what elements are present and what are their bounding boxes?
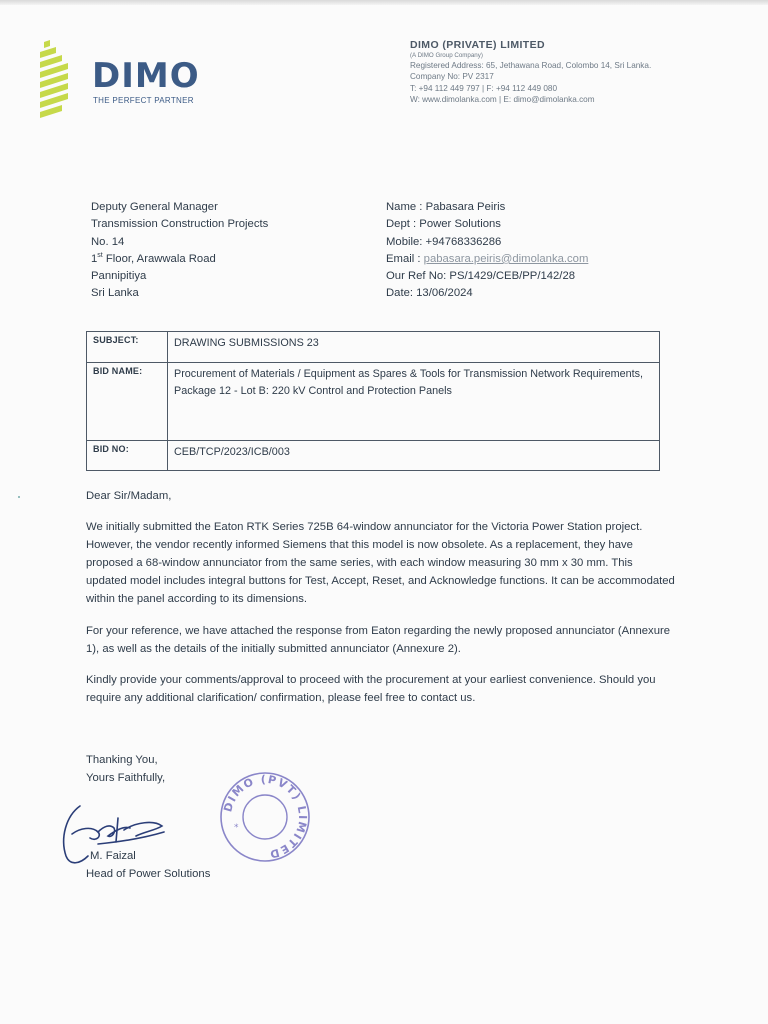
subject-value: DRAWING SUBMISSIONS 23 [168,332,660,363]
sender-email-label: Email : [386,252,424,265]
sender-details [386,199,588,303]
table-row [87,363,660,441]
sender-dept-label: Dept : [386,218,420,231]
page-top-edge [0,0,768,5]
bid-no-label: BID NO: [87,441,168,471]
logo-tagline: THE PERFECT PARTNER [93,96,194,105]
recipient-country: Sri Lanka [91,287,139,300]
paragraph: Kindly provide your comments/approval to proceed with the procurement at your earliest convenience. Should you require any additional clarification/ confirmation, please feel free to contact us. [86,673,656,704]
company-web-email: W: www.dimolanka.com | E: dimo@dimolanka.com [410,95,595,105]
signer-name: M. Faizal [90,850,136,862]
letter-date: Date: 13/06/2024 [386,287,473,300]
sender-dept [386,216,588,233]
floor-suffix: st [97,252,103,260]
dimo-stripes-icon [38,40,86,120]
logo-wordmark: DIMO [92,56,200,96]
company-header [410,39,750,106]
closing-line: Thanking You, [86,754,158,766]
recipient-line: Transmission Construction Projects [91,218,269,231]
paragraph: For your reference, we have attached the response from Eaton regarding the newly proposed annunciator (Annexure 1), as well as the details of the initially submitted annunciator (Annexure 2). [86,624,671,655]
letter-body [86,487,676,720]
paragraph: We initially submitted the Eaton RTK Series 725B 64-window annunciator for the Victoria Power Station project. However, the vendor recently informed Siemens that this model is now obsolete. As a replacement, they have proposed a 68-window annunciator from the same series, with each window measuring 30 mm x 30 mm. This updated model includes integral buttons for Test, Accept, Reset, and Acknowledge functions. It can be accommodated within the panel according to its dimensions. [86,521,675,606]
recipient-floor [91,251,268,268]
closing [86,751,165,787]
svg-text:*: * [234,823,239,833]
bid-name-value: Procurement of Materials / Equipment as Spares & Tools for Transmission Network Requirements, Package 12 - Lot B: 220 kV Control and Protection Panels [168,363,660,441]
company-phone-fax: T: +94 112 449 797 | F: +94 112 449 080 [410,83,558,93]
recipient-address [91,199,268,303]
subject-label: SUBJECT: [87,332,168,363]
sender-name-value: Pabasara Peiris [425,201,506,213]
sender-mobile: Mobile: +94768336286 [386,235,502,248]
floor-street: Floor, Arawwala Road [102,252,216,265]
company-name: DIMO (PRIVATE) LIMITED [410,39,545,51]
bid-name-label: BID NAME: [87,363,168,441]
subject-table [86,331,660,471]
bid-no-value: CEB/TCP/2023/ICB/003 [168,441,660,471]
svg-text:DIMO (PVT) LIMITED: DIMO (PVT) LIMITED [221,772,310,861]
recipient-line: No. 14 [91,235,125,248]
company-logo [38,40,208,120]
company-group: (A DIMO Group Company) [410,52,483,59]
sender-name [386,199,588,216]
recipient-line: Deputy General Manager [91,201,218,213]
signer-title: Head of Power Solutions [86,868,211,880]
company-stamp [218,770,312,864]
closing-line: Yours Faithfully, [86,772,166,784]
recipient-city: Pannipitiya [91,270,147,283]
company-number: Company No: PV 2317 [410,72,494,82]
salutation: Dear Sir/Madam, [86,490,172,502]
reference-number: Our Ref No: PS/1429/CEB/PP/142/28 [386,270,576,283]
scan-speck [18,496,20,498]
floor-number: 1 [91,252,98,265]
company-address: Registered Address: 65, Jethawana Road, Colombo 14, Sri Lanka. [410,61,652,70]
table-row [87,441,660,471]
sender-dept-value: Power Solutions [419,218,501,231]
sender-email-link[interactable]: pabasara.peiris@dimolanka.com [423,252,589,265]
table-row [87,332,660,363]
sender-name-label: Name : [386,201,426,213]
sender-email [386,251,588,268]
